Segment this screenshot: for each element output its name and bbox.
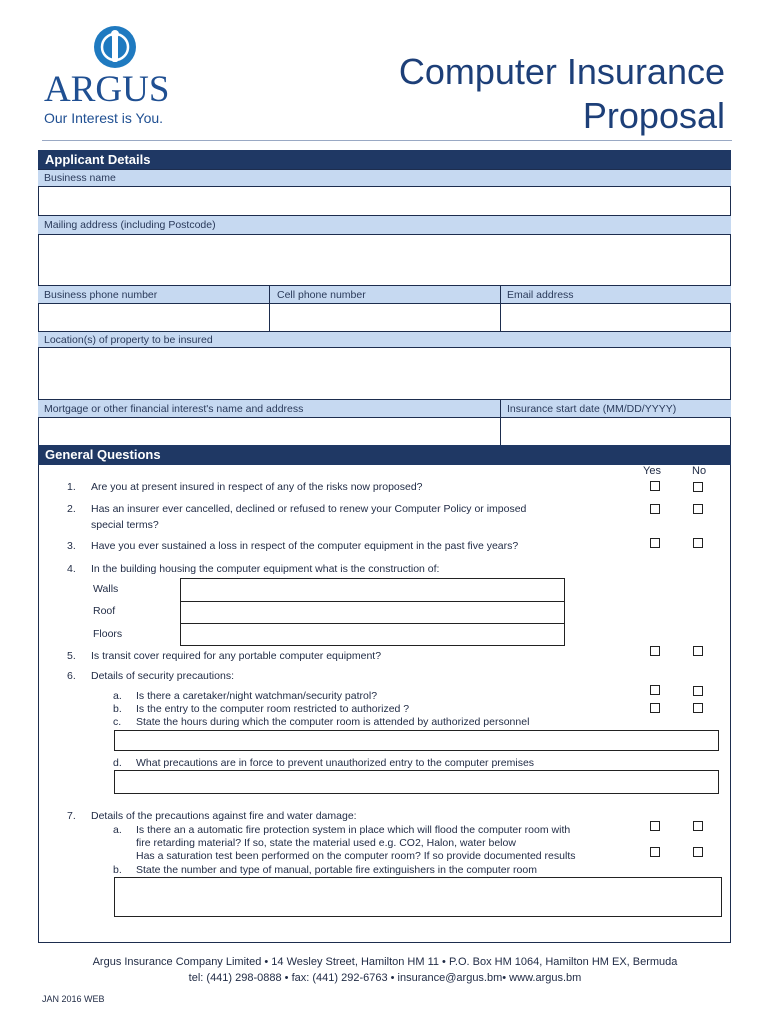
- page-title: [325, 50, 725, 138]
- q6a-no-checkbox[interactable]: [693, 686, 703, 696]
- q5-text: Is transit cover required for any portable computer equipment?: [91, 650, 382, 662]
- q2-number: 2.: [67, 503, 76, 515]
- q7a-saturation-yes-checkbox[interactable]: [650, 847, 660, 857]
- q6a-letter: a.: [113, 690, 122, 702]
- business-phone-label: Business phone number: [44, 289, 158, 301]
- q3-no-checkbox[interactable]: [693, 538, 703, 548]
- cell-phone-label: Cell phone number: [277, 289, 366, 301]
- q2-line-2: special terms?: [91, 519, 159, 531]
- brand-name: ARGUS: [44, 69, 170, 110]
- q1-number: 1.: [67, 481, 76, 493]
- start-date-field[interactable]: [501, 418, 730, 445]
- q6-number: 6.: [67, 670, 76, 682]
- q6c-field[interactable]: [114, 730, 719, 751]
- q2-line-1: Has an insurer ever cancelled, declined or refused to renew your Computer Policy or imposed: [91, 503, 527, 515]
- title-line-2: Proposal: [582, 95, 725, 136]
- business-name-label: Business name: [44, 172, 116, 184]
- q6b-yes-checkbox[interactable]: [650, 703, 660, 713]
- roof-field[interactable]: [180, 601, 565, 624]
- q6a-yes-checkbox[interactable]: [650, 685, 660, 695]
- floors-field[interactable]: [180, 623, 565, 646]
- q6-text: Details of security precautions:: [91, 670, 234, 682]
- q6d-text: What precautions are in force to prevent unauthorized entry to the computer premises: [136, 757, 535, 769]
- q2-no-checkbox[interactable]: [693, 504, 703, 514]
- mortgage-label-row: [38, 399, 731, 418]
- document-code: JAN 2016 WEB: [42, 994, 105, 1004]
- mailing-address-label: Mailing address (including Postcode): [44, 219, 216, 231]
- mailing-address-label-row: [38, 215, 731, 235]
- footer-contact: tel: (441) 298-0888 • fax: (441) 292-6763 • insurance@argus.bm• www.argus.bm: [188, 972, 582, 984]
- roof-label: Roof: [93, 605, 116, 617]
- q1-yes-checkbox[interactable]: [650, 481, 660, 491]
- q6c-letter: c.: [113, 716, 122, 728]
- q6d-letter: d.: [113, 757, 122, 769]
- phone-email-label-row: [38, 285, 731, 304]
- no-column-header: No: [692, 465, 707, 477]
- q1-no-checkbox[interactable]: [693, 482, 703, 492]
- footer-address: Argus Insurance Company Limited • 14 Wesley Street, Hamilton HM 11 • P.O. Box HM 1064, Hamilton HM EX, Bermuda: [92, 956, 678, 968]
- cell-phone-field[interactable]: [270, 304, 500, 331]
- business-name-label-row: [38, 169, 731, 187]
- q7a-yes-checkbox[interactable]: [650, 821, 660, 831]
- mailing-address-field[interactable]: [39, 235, 730, 285]
- argus-logo-icon: [92, 24, 138, 70]
- start-date-label: Insurance start date (MM/DD/YYYY): [507, 403, 677, 415]
- business-phone-field[interactable]: [39, 304, 269, 331]
- locations-label-row: [38, 331, 731, 348]
- q7a-line-1: Is there an a automatic fire protection system in place which will flood the computer room with: [136, 824, 571, 836]
- q3-text: Have you ever sustained a loss in respect of the computer equipment in the past five years?: [91, 540, 519, 552]
- business-name-field[interactable]: [39, 187, 730, 215]
- applicant-section-header: Applicant Details: [38, 150, 731, 169]
- mortgage-label: Mortgage or other financial interest's name and address: [44, 403, 304, 415]
- q7a-line-2: fire retarding material? If so, state the material used e.g. CO2, Halon, water below: [136, 837, 516, 849]
- q7b-field[interactable]: [114, 877, 722, 917]
- brand-tagline: Our Interest is You.: [44, 110, 164, 126]
- locations-field[interactable]: [39, 348, 730, 399]
- q3-yes-checkbox[interactable]: [650, 538, 660, 548]
- q7a-saturation-no-checkbox[interactable]: [693, 847, 703, 857]
- q4-number: 4.: [67, 563, 76, 575]
- yes-column-header: Yes: [643, 465, 661, 477]
- q7a-no-checkbox[interactable]: [693, 821, 703, 831]
- walls-label: Walls: [93, 583, 119, 595]
- q5-yes-checkbox[interactable]: [650, 646, 660, 656]
- q7-number: 7.: [67, 810, 76, 822]
- general-section-header: General Questions: [38, 445, 731, 465]
- q6b-letter: b.: [113, 703, 122, 715]
- q3-number: 3.: [67, 540, 76, 552]
- q6a-text: Is there a caretaker/night watchman/security patrol?: [136, 690, 378, 702]
- q7b-text: State the number and type of manual, portable fire extinguishers in the computer room: [136, 864, 537, 876]
- q2-text: [91, 503, 526, 532]
- q1-text: Are you at present insured in respect of any of the risks now proposed?: [91, 481, 423, 493]
- q6b-no-checkbox[interactable]: [693, 703, 703, 713]
- q6d-field[interactable]: [114, 770, 719, 794]
- q5-no-checkbox[interactable]: [693, 646, 703, 656]
- email-label: Email address: [507, 289, 574, 301]
- q7a-text: [136, 824, 576, 863]
- q7-text: Details of the precautions against fire and water damage:: [91, 810, 357, 822]
- q6b-text: Is the entry to the computer room restricted to authorized ?: [136, 703, 410, 715]
- locations-label: Location(s) of property to be insured: [44, 334, 213, 346]
- q6c-text: State the hours during which the computer room is attended by authorized personnel: [136, 716, 530, 728]
- email-field[interactable]: [501, 304, 730, 331]
- q5-number: 5.: [67, 650, 76, 662]
- mortgage-field[interactable]: [39, 418, 500, 445]
- q7b-letter: b.: [113, 864, 122, 876]
- walls-field[interactable]: [180, 578, 565, 602]
- floors-label: Floors: [93, 628, 123, 640]
- title-line-1: Computer Insurance: [398, 51, 725, 92]
- q2-yes-checkbox[interactable]: [650, 504, 660, 514]
- q4-text: In the building housing the computer equipment what is the construction of:: [91, 563, 440, 575]
- q7a-letter: a.: [113, 824, 122, 836]
- title-divider: [42, 140, 732, 141]
- q7a-line-3: Has a saturation test been performed on the computer room? If so provide documented results: [136, 850, 576, 862]
